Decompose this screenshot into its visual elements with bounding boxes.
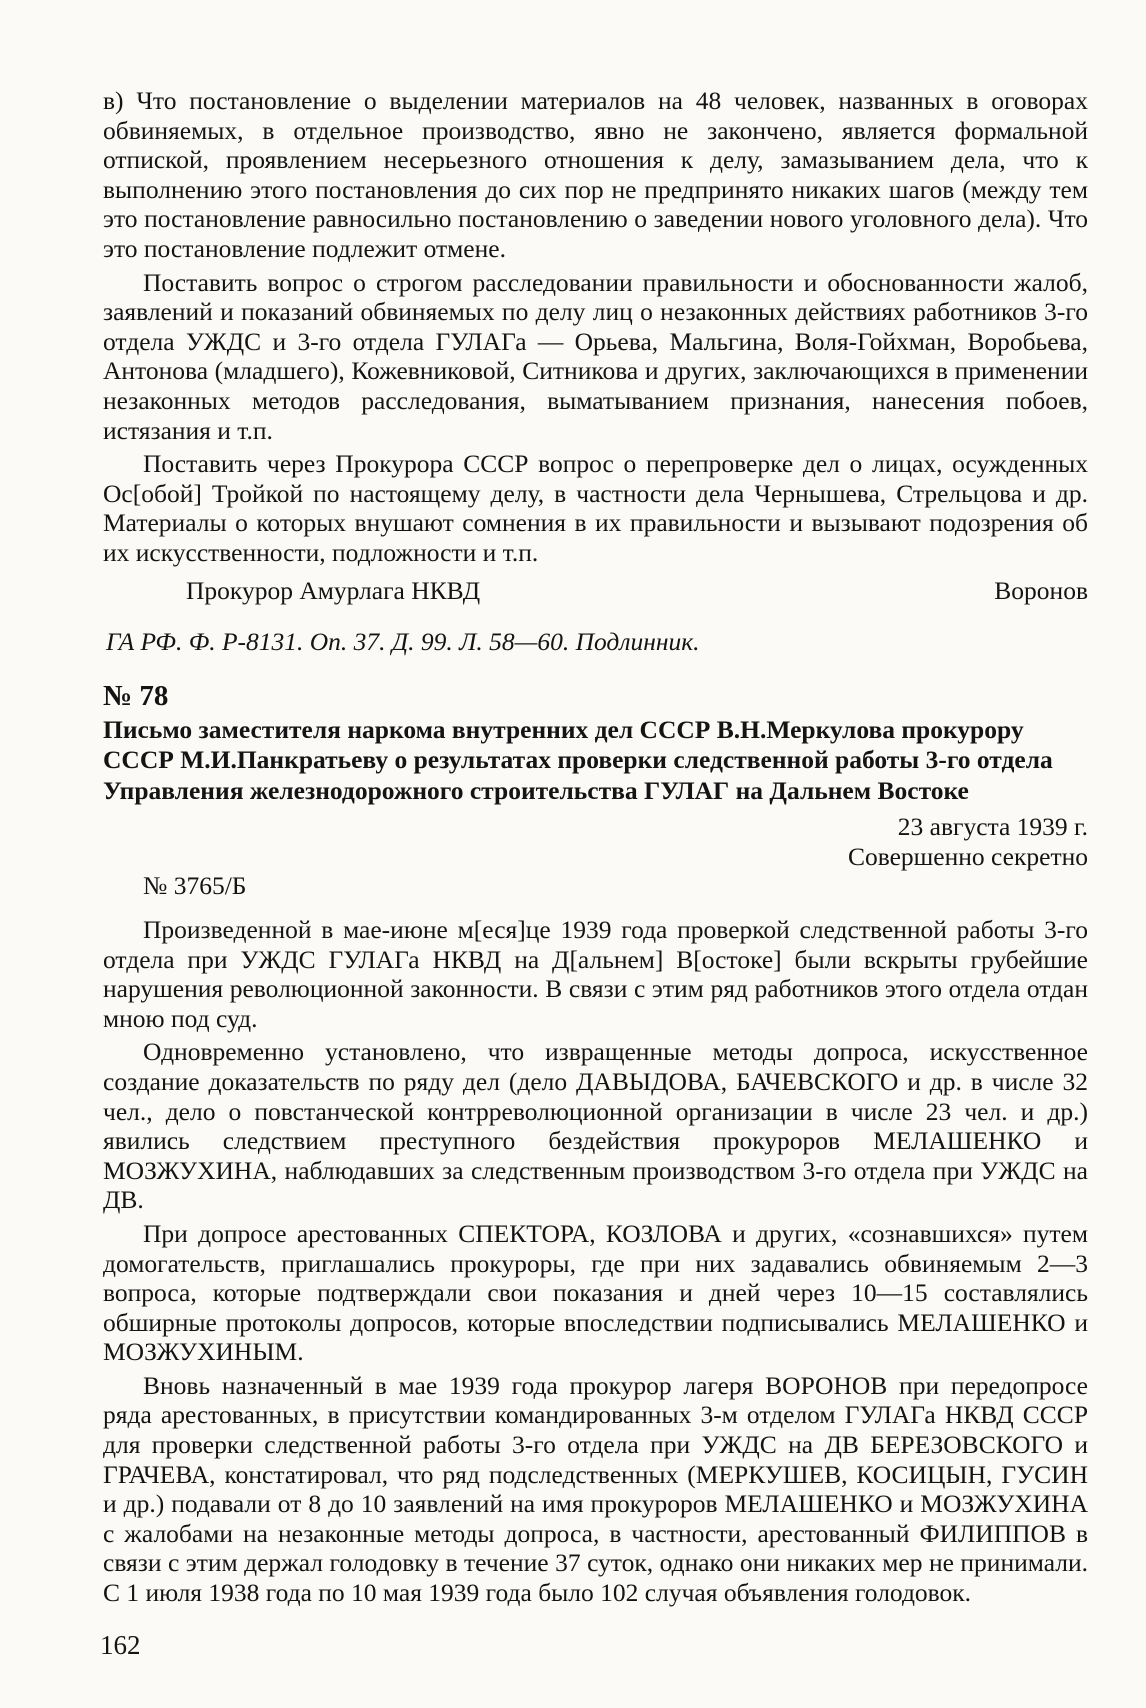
- signature-position: Прокурор Амурлага НКВД: [186, 575, 481, 605]
- paragraph-review-cases: Поставить через Прокурора СССР вопрос о перепроверке дел о лицах, осужденных Ос[обой] Тройкой по настоящему делу, в частности дела Чернышева, Стрельцова и др. Материалы о которых внушают сомнения в их правильности и вызывают подозрения об их искусственности, подложности и т.п.: [103, 449, 1088, 567]
- paragraph-point-v: в) Что постановление о выделении материалов на 48 человек, названных в оговорах обвиняемых, в отдельное производство, явно не закончено, является формальной отпиской, проявлением несерьезного отношения к делу, замазыванием дела, что к выполнению этого постановления до сих пор не предпринято никаких шагов (между тем это постановление равносильно постановлению о заведении нового уголовного дела). Что это постановление подлежит отмене.: [103, 86, 1088, 263]
- page-number: 162: [100, 1630, 141, 1660]
- document-title: Письмо заместителя наркома внутренних дел СССР В.Н.Меркулова прокурору СССР М.И.Панкратьеву о результатах проверки следственной работы 3-го отдела Управления железнодорожного строительства ГУЛАГ на Дальнем Востоке: [103, 714, 1053, 805]
- archive-source: ГА РФ. Ф. Р-8131. Оп. 37. Д. 99. Л. 58—60. Подлинник.: [106, 627, 700, 657]
- document-number: № 78: [103, 679, 169, 712]
- paragraph-body-1: Произведенной в мае-июне м[еся]це 1939 года проверкой следственной работы 3-го отдела при УЖДС ГУЛАГа НКВД на Д[альнем] В[остоке] были вскрыты грубейшие нарушения революционной законности. В связи с этим ряд работников этого отдела отдан мною под суд.: [103, 914, 1088, 1033]
- paragraph-investigation-complaints: Поставить вопрос о строгом расследовании правильности и обоснованности жалоб, заявлений и показаний обвиняемых по делу лиц о незаконных действиях работников 3-го отдела УЖДС и 3-го отдела ГУЛАГа — Орьева, Мальгина, Воля-Гойхман, Воробьева, Антонова (младшего), Кожевниковой, Ситникова и других, заключающихся в применении незаконных методов расследования, выматыванием признания, нанесения побоев, истязания и т.п.: [103, 267, 1088, 445]
- document-classification: Совершенно секретно: [847, 841, 1088, 871]
- document-date: 23 августа 1939 г.: [897, 812, 1088, 842]
- signature-name: Воронов: [994, 575, 1088, 605]
- paragraph-body-2: Одновременно установлено, что извращенные методы допроса, искусственное создание доказательств по ряду дел (дело ДАВЫДОВА, БАЧЕВСКОГО и др. в числе 32 чел., дело о повстанческой контрреволюционной организации в числе 23 чел. и др.) явились следствием преступного бездействия прокуроров МЕЛАШЕНКО и МОЗЖУХИНА, наблюдавших за следственным производством 3-го отдела при УЖДС на ДВ.: [103, 1037, 1088, 1215]
- signature-block: [103, 576, 1088, 606]
- paragraph-body-4: Вновь назначенный в мае 1939 года прокурор лагеря ВОРОНОВ при передопросе ряда арестованных, в присутствии командированных 3-м отделом ГУЛАГа НКВД СССР для проверки следственной работы 3-го отдела при УЖДС на ДВ БЕРЕЗОВСКОГО и ГРАЧЕВА, констатировал, что ряд подследственных (МЕРКУШЕВ, КОСИЦЫН, ГУСИН и др.) подавали от 8 до 10 заявлений на имя прокуроров МЕЛАШЕНКО и МОЗЖУХИНА с жалобами на незаконные методы допроса, в частности, арестованный ФИЛИППОВ в связи с этим держал голодовку в течение 37 суток, однако они никаких мер не принимали. С 1 июля 1938 года по 10 мая 1939 года было 102 случая объявления голодовок.: [103, 1370, 1088, 1608]
- document-page: [103, 86, 1088, 1608]
- paragraph-body-3: При допросе арестованных СПЕКТОРА, КОЗЛОВА и других, «сознавшихся» путем домогательств, приглашались прокуроры, где при них задавались обвиняемым 2—3 вопроса, которые подтверждали свои показания и дней через 10—15 составлялись обширные протоколы допросов, которые впоследствии подписывались МЕЛАШЕНКО и МОЗЖУХИНЫМ.: [103, 1218, 1088, 1367]
- document-reg-number: № 3765/Б: [143, 871, 247, 901]
